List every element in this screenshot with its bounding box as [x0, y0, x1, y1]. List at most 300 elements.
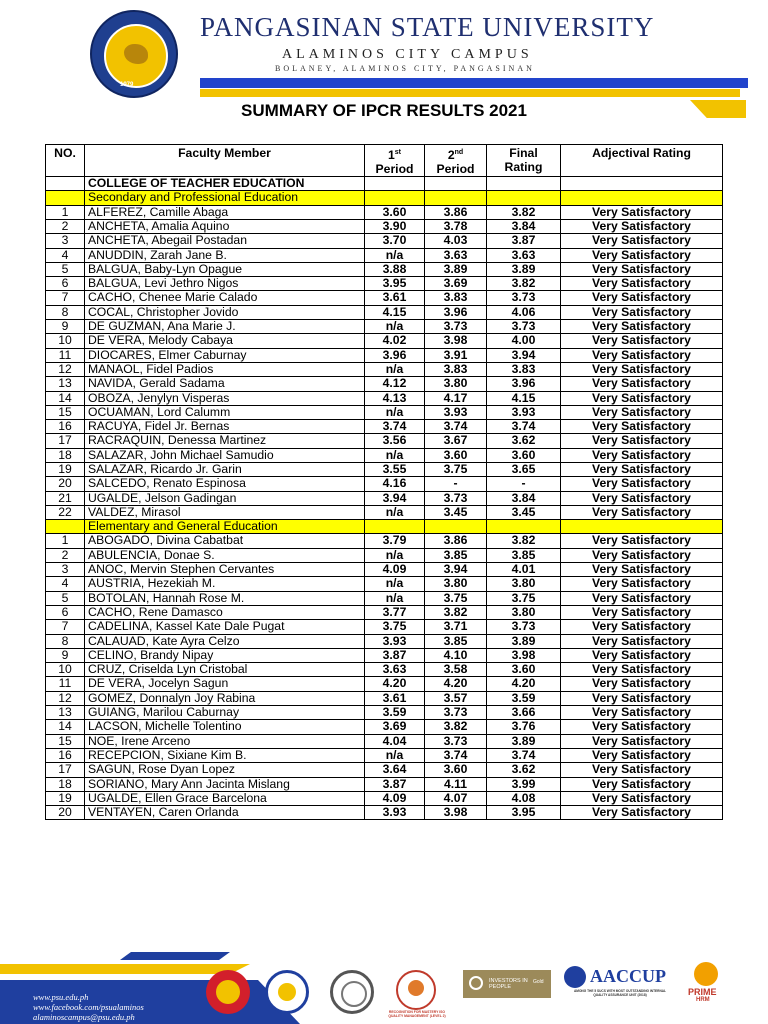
- second-period-rating: 3.57: [425, 691, 487, 705]
- section-row: [46, 520, 723, 534]
- second-period-rating: 3.98: [425, 334, 487, 348]
- table-row: [46, 706, 723, 720]
- row-no: 13: [46, 377, 85, 391]
- final-rating: 3.74: [487, 420, 561, 434]
- faculty-name: RECEPCION, Sixiane Kim B.: [85, 748, 365, 762]
- adjectival-rating: Very Satisfactory: [561, 634, 723, 648]
- faculty-name: DE VERA, Jocelyn Sagun: [85, 677, 365, 691]
- section-no: [46, 520, 85, 534]
- adjectival-rating: Very Satisfactory: [561, 448, 723, 462]
- college-name: COLLEGE OF TEACHER EDUCATION: [85, 177, 365, 191]
- second-period-rating: 3.74: [425, 420, 487, 434]
- first-period-rating: 3.70: [365, 234, 425, 248]
- table-row: [46, 634, 723, 648]
- row-no: 1: [46, 534, 85, 548]
- final-rating: 3.74: [487, 748, 561, 762]
- faculty-name: ANCHETA, Abegail Postadan: [85, 234, 365, 248]
- adjectival-rating: Very Satisfactory: [561, 219, 723, 233]
- row-no: 5: [46, 262, 85, 276]
- table-row: [46, 777, 723, 791]
- second-period-rating: 4.03: [425, 234, 487, 248]
- seal-year: 1979: [120, 82, 134, 88]
- table-row: [46, 605, 723, 619]
- seal-logo: [330, 970, 374, 1014]
- row-no: 18: [46, 448, 85, 462]
- final-rating: 3.89: [487, 634, 561, 648]
- table-row: [46, 377, 723, 391]
- adjectival-rating: Very Satisfactory: [561, 763, 723, 777]
- faculty-name: CRUZ, Criselda Lyn Cristobal: [85, 663, 365, 677]
- table-row: [46, 563, 723, 577]
- section-empty-cell: [561, 520, 723, 534]
- table-row: [46, 248, 723, 262]
- final-rating: 3.95: [487, 806, 561, 820]
- p2-sup: nd: [454, 149, 464, 156]
- row-no: 8: [46, 634, 85, 648]
- final-rating: 3.63: [487, 248, 561, 262]
- faculty-name: UGALDE, Ellen Grace Barcelona: [85, 791, 365, 805]
- adjectival-rating: Very Satisfactory: [561, 277, 723, 291]
- faculty-name: VENTAYEN, Caren Orlanda: [85, 806, 365, 820]
- faculty-name: ABULENCIA, Donae S.: [85, 548, 365, 562]
- aaccup-logo: [564, 966, 670, 1000]
- p1-num: 1: [387, 148, 395, 163]
- table-row: [46, 434, 723, 448]
- first-period-rating: 3.88: [365, 262, 425, 276]
- table-row: [46, 505, 723, 519]
- first-period-rating: 4.09: [365, 563, 425, 577]
- adjectival-rating: Very Satisfactory: [561, 377, 723, 391]
- footer: [0, 948, 768, 1024]
- section-empty-cell: [425, 520, 487, 534]
- second-period-rating: 4.10: [425, 648, 487, 662]
- adjectival-rating: Very Satisfactory: [561, 505, 723, 519]
- second-period-rating: 3.86: [425, 205, 487, 219]
- ipcr-results-table: [45, 144, 723, 820]
- first-period-rating: n/a: [365, 748, 425, 762]
- final-rating: 3.65: [487, 463, 561, 477]
- table-row: [46, 477, 723, 491]
- first-period-rating: 3.59: [365, 706, 425, 720]
- college-row: [46, 177, 723, 191]
- row-no: 15: [46, 405, 85, 419]
- second-period-rating: 3.80: [425, 377, 487, 391]
- first-period-rating: 3.69: [365, 720, 425, 734]
- row-no: 15: [46, 734, 85, 748]
- adjectival-rating: Very Satisfactory: [561, 663, 723, 677]
- second-period-rating: 3.98: [425, 806, 487, 820]
- final-rating: 4.15: [487, 391, 561, 405]
- final-rating: 3.84: [487, 491, 561, 505]
- adjectival-rating: Very Satisfactory: [561, 248, 723, 262]
- first-period-rating: 3.61: [365, 691, 425, 705]
- asean-logo: [206, 970, 250, 1014]
- row-no: 14: [46, 720, 85, 734]
- row-no: 18: [46, 777, 85, 791]
- header-blue-bar: [200, 78, 748, 88]
- first-period-rating: 3.93: [365, 806, 425, 820]
- adjectival-rating: Very Satisfactory: [561, 205, 723, 219]
- footer-email-link[interactable]: alaminoscampus@psu.edu.ph: [33, 1012, 135, 1022]
- recognition-label: RECOGNITION FOR MASTERY ISO QUALITY MANAGEMENT (LEVEL 2): [388, 1010, 446, 1018]
- final-rating: 3.76: [487, 720, 561, 734]
- adjectival-rating: Very Satisfactory: [561, 677, 723, 691]
- final-rating: 4.06: [487, 305, 561, 319]
- row-no: 1: [46, 205, 85, 219]
- ched-logo: [265, 970, 309, 1014]
- row-no: 11: [46, 348, 85, 362]
- final-rating: 3.84: [487, 219, 561, 233]
- section-name: Elementary and General Education: [85, 520, 365, 534]
- second-period-rating: 3.94: [425, 563, 487, 577]
- table-row: [46, 334, 723, 348]
- row-no: 17: [46, 434, 85, 448]
- faculty-name: COCAL, Christopher Jovido: [85, 305, 365, 319]
- second-period-rating: 3.45: [425, 505, 487, 519]
- first-period-rating: n/a: [365, 248, 425, 262]
- faculty-name: UGALDE, Jelson Gadingan: [85, 491, 365, 505]
- second-period-rating: 3.86: [425, 534, 487, 548]
- adjectival-rating: Very Satisfactory: [561, 434, 723, 448]
- adjectival-rating: Very Satisfactory: [561, 563, 723, 577]
- adjectival-rating: Very Satisfactory: [561, 591, 723, 605]
- first-period-rating: 4.16: [365, 477, 425, 491]
- first-period-rating: 3.56: [365, 434, 425, 448]
- table-row: [46, 791, 723, 805]
- footer-facebook-link[interactable]: www.facebook.com/psualaminos: [33, 1002, 144, 1012]
- table-row: [46, 219, 723, 233]
- section-name: Secondary and Professional Education: [85, 191, 365, 205]
- second-period-rating: 3.67: [425, 434, 487, 448]
- second-period-rating: 3.60: [425, 448, 487, 462]
- second-period-rating: 3.91: [425, 348, 487, 362]
- first-period-rating: 3.64: [365, 763, 425, 777]
- row-no: 13: [46, 706, 85, 720]
- second-period-rating: 3.75: [425, 591, 487, 605]
- table-row: [46, 463, 723, 477]
- final-rating: 3.87: [487, 234, 561, 248]
- final-rating: 4.08: [487, 791, 561, 805]
- faculty-name: ANUDDIN, Zarah Jane B.: [85, 248, 365, 262]
- first-period-rating: 3.93: [365, 634, 425, 648]
- adjectival-rating: Very Satisfactory: [561, 391, 723, 405]
- final-rating: 3.82: [487, 534, 561, 548]
- faculty-name: CELINO, Brandy Nipay: [85, 648, 365, 662]
- final-rating: 3.82: [487, 277, 561, 291]
- first-period-rating: 3.74: [365, 420, 425, 434]
- adjectival-rating: Very Satisfactory: [561, 605, 723, 619]
- faculty-name: DIOCARES, Elmer Caburnay: [85, 348, 365, 362]
- table-row: [46, 491, 723, 505]
- first-period-rating: 3.77: [365, 605, 425, 619]
- adjectival-rating: Very Satisfactory: [561, 320, 723, 334]
- prime-sub: HRM: [696, 997, 710, 1003]
- section-empty-cell: [487, 191, 561, 205]
- table-row: [46, 577, 723, 591]
- final-line1: Final: [509, 146, 538, 160]
- aaccup-sub: AMONG THE 5 SUCS WITH MOST OUTSTANDING INTERNAL QUALITY ASSURANCE UNIT (2018): [573, 989, 667, 997]
- second-period-rating: 3.82: [425, 720, 487, 734]
- adjectival-rating: Very Satisfactory: [561, 262, 723, 276]
- adjectival-rating: Very Satisfactory: [561, 791, 723, 805]
- faculty-name: OBOZA, Jenylyn Visperas: [85, 391, 365, 405]
- adjectival-rating: Very Satisfactory: [561, 234, 723, 248]
- first-period-rating: n/a: [365, 448, 425, 462]
- college-empty-4: [561, 177, 723, 191]
- row-no: 2: [46, 548, 85, 562]
- table-row: [46, 548, 723, 562]
- final-rating: 3.98: [487, 648, 561, 662]
- table-row: [46, 277, 723, 291]
- adjectival-rating: Very Satisfactory: [561, 748, 723, 762]
- footer-contacts: [33, 992, 144, 1022]
- second-period-rating: 3.71: [425, 620, 487, 634]
- section-no: [46, 191, 85, 205]
- table-row: [46, 405, 723, 419]
- first-period-rating: n/a: [365, 577, 425, 591]
- prime-label: PRIME: [688, 987, 717, 997]
- row-no: 16: [46, 748, 85, 762]
- second-period-rating: 3.85: [425, 634, 487, 648]
- final-rating: 4.00: [487, 334, 561, 348]
- column-header-1st-period: [365, 145, 425, 177]
- first-period-rating: n/a: [365, 548, 425, 562]
- faculty-name: RACRAQUIN, Denessa Martinez: [85, 434, 365, 448]
- table-row: [46, 348, 723, 362]
- adjectival-rating: Very Satisfactory: [561, 806, 723, 820]
- faculty-name: BALGUA, Levi Jethro Nigos: [85, 277, 365, 291]
- first-period-rating: 3.60: [365, 205, 425, 219]
- p1-sup: st: [394, 149, 401, 156]
- second-period-rating: 3.73: [425, 320, 487, 334]
- final-rating: 4.20: [487, 677, 561, 691]
- second-period-rating: 3.58: [425, 663, 487, 677]
- p2-num: 2: [447, 148, 455, 163]
- first-period-rating: n/a: [365, 505, 425, 519]
- second-period-rating: 3.80: [425, 577, 487, 591]
- row-no: 3: [46, 234, 85, 248]
- second-period-rating: 3.73: [425, 734, 487, 748]
- faculty-name: OCUAMAN, Lord Calumm: [85, 405, 365, 419]
- first-period-rating: 4.20: [365, 677, 425, 691]
- table-row: [46, 448, 723, 462]
- second-period-rating: 3.82: [425, 605, 487, 619]
- second-period-rating: 3.73: [425, 706, 487, 720]
- column-header-faculty-member: Faculty Member: [85, 145, 365, 177]
- row-no: 19: [46, 463, 85, 477]
- university-name: PANGASINAN STATE UNIVERSITY: [200, 12, 655, 42]
- faculty-name: NAVIDA, Gerald Sadama: [85, 377, 365, 391]
- faculty-name: VALDEZ, Mirasol: [85, 505, 365, 519]
- adjectival-rating: Very Satisfactory: [561, 648, 723, 662]
- row-no: 20: [46, 477, 85, 491]
- first-period-rating: 3.79: [365, 534, 425, 548]
- section-empty-cell: [365, 520, 425, 534]
- first-period-rating: n/a: [365, 405, 425, 419]
- row-no: 7: [46, 620, 85, 634]
- table-row: [46, 648, 723, 662]
- adjectival-rating: Very Satisfactory: [561, 477, 723, 491]
- column-header-2nd-period: [425, 145, 487, 177]
- adjectival-rating: Very Satisfactory: [561, 463, 723, 477]
- final-rating: 3.59: [487, 691, 561, 705]
- row-no: 10: [46, 663, 85, 677]
- second-period-rating: 4.20: [425, 677, 487, 691]
- faculty-name: CACHO, Rene Damasco: [85, 605, 365, 619]
- faculty-name: BOTOLAN, Hannah Rose M.: [85, 591, 365, 605]
- section-empty-cell: [425, 191, 487, 205]
- first-period-rating: 3.87: [365, 648, 425, 662]
- table-row: [46, 291, 723, 305]
- lion-icon: [124, 44, 148, 64]
- investors-in-people-logo: [463, 970, 551, 998]
- second-period-rating: 3.96: [425, 305, 487, 319]
- adjectival-rating: Very Satisfactory: [561, 720, 723, 734]
- table-row: [46, 734, 723, 748]
- second-period-rating: 3.83: [425, 362, 487, 376]
- p1-word: Period: [375, 162, 414, 177]
- final-rating: 3.89: [487, 734, 561, 748]
- row-no: 10: [46, 334, 85, 348]
- p2-word: Period: [436, 162, 475, 177]
- seal-center: [104, 24, 168, 88]
- university-seal: [90, 10, 178, 98]
- iip-level: Gold: [533, 979, 544, 985]
- final-rating: 3.80: [487, 577, 561, 591]
- row-no: 16: [46, 420, 85, 434]
- row-no: 20: [46, 806, 85, 820]
- adjectival-rating: Very Satisfactory: [561, 620, 723, 634]
- final-rating: 3.66: [487, 706, 561, 720]
- row-no: 19: [46, 791, 85, 805]
- table-row: [46, 806, 723, 820]
- final-rating: 3.99: [487, 777, 561, 791]
- first-period-rating: 3.87: [365, 777, 425, 791]
- faculty-name: SALCEDO, Renato Espinosa: [85, 477, 365, 491]
- final-rating: 3.73: [487, 291, 561, 305]
- footer-website-link[interactable]: www.psu.edu.ph: [33, 992, 89, 1002]
- prime-hrm-logo: [686, 962, 726, 1006]
- table-row: [46, 663, 723, 677]
- final-rating: 3.85: [487, 548, 561, 562]
- column-header-no: NO.: [46, 145, 85, 177]
- adjectival-rating: Very Satisfactory: [561, 291, 723, 305]
- row-no: 7: [46, 291, 85, 305]
- table-row: [46, 362, 723, 376]
- faculty-name: CACHO, Chenee Marie Calado: [85, 291, 365, 305]
- final-rating: 3.73: [487, 320, 561, 334]
- row-no: 14: [46, 391, 85, 405]
- college-no: [46, 177, 85, 191]
- iip-label: INVESTORS IN PEOPLE: [489, 978, 528, 990]
- first-period-rating: n/a: [365, 320, 425, 334]
- first-period-rating: 4.15: [365, 305, 425, 319]
- table-row: [46, 234, 723, 248]
- second-period-rating: 4.11: [425, 777, 487, 791]
- table-row: [46, 320, 723, 334]
- table-row: [46, 420, 723, 434]
- adjectival-rating: Very Satisfactory: [561, 777, 723, 791]
- final-line2: Rating: [504, 160, 543, 174]
- row-no: 2: [46, 219, 85, 233]
- table-row: [46, 262, 723, 276]
- second-period-rating: 3.85: [425, 548, 487, 562]
- section-row: [46, 191, 723, 205]
- faculty-name: MANAOL, Fidel Padios: [85, 362, 365, 376]
- column-header-adjectival-rating: Adjectival Rating: [561, 145, 723, 177]
- final-rating: 4.01: [487, 563, 561, 577]
- faculty-name: CALAUAD, Kate Ayra Celzo: [85, 634, 365, 648]
- adjectival-rating: Very Satisfactory: [561, 706, 723, 720]
- final-rating: 3.60: [487, 663, 561, 677]
- table-row: [46, 691, 723, 705]
- faculty-name: SALAZAR, John Michael Samudio: [85, 448, 365, 462]
- table-row: [46, 620, 723, 634]
- adjectival-rating: Very Satisfactory: [561, 491, 723, 505]
- adjectival-rating: Very Satisfactory: [561, 334, 723, 348]
- row-no: 21: [46, 491, 85, 505]
- final-rating: 3.62: [487, 763, 561, 777]
- faculty-name: GUIANG, Marilou Caburnay: [85, 706, 365, 720]
- campus-address: BOLANEY, ALAMINOS CITY, PANGASINAN: [275, 64, 535, 73]
- final-rating: 3.93: [487, 405, 561, 419]
- first-period-rating: 3.55: [365, 463, 425, 477]
- final-rating: 3.60: [487, 448, 561, 462]
- row-no: 6: [46, 605, 85, 619]
- faculty-name: BALGUA, Baby-Lyn Opague: [85, 262, 365, 276]
- table-row: [46, 391, 723, 405]
- footer-blue-stripe: [120, 952, 230, 960]
- section-empty-cell: [365, 191, 425, 205]
- faculty-name: ABOGADO, Divina Cabatbat: [85, 534, 365, 548]
- adjectival-rating: Very Satisfactory: [561, 305, 723, 319]
- first-period-rating: 3.61: [365, 291, 425, 305]
- first-period-rating: n/a: [365, 591, 425, 605]
- row-no: 4: [46, 248, 85, 262]
- table-row: [46, 748, 723, 762]
- table-row: [46, 591, 723, 605]
- second-period-rating: 3.73: [425, 491, 487, 505]
- second-period-rating: 3.74: [425, 748, 487, 762]
- adjectival-rating: Very Satisfactory: [561, 405, 723, 419]
- faculty-name: LACSON, Michelle Tolentino: [85, 720, 365, 734]
- row-no: 8: [46, 305, 85, 319]
- faculty-name: RACUYA, Fidel Jr. Bernas: [85, 420, 365, 434]
- final-rating: 3.89: [487, 262, 561, 276]
- campus-name: ALAMINOS CITY CAMPUS: [282, 47, 533, 62]
- college-empty-1: [365, 177, 425, 191]
- final-rating: 3.96: [487, 377, 561, 391]
- faculty-name: NOE, Irene Arceno: [85, 734, 365, 748]
- second-period-rating: 4.07: [425, 791, 487, 805]
- row-no: 9: [46, 320, 85, 334]
- second-period-rating: 3.63: [425, 248, 487, 262]
- final-rating: 3.62: [487, 434, 561, 448]
- faculty-name: SAGUN, Rose Dyan Lopez: [85, 763, 365, 777]
- college-empty-2: [425, 177, 487, 191]
- first-period-rating: 4.09: [365, 791, 425, 805]
- row-no: 5: [46, 591, 85, 605]
- second-period-rating: 3.93: [425, 405, 487, 419]
- first-period-rating: n/a: [365, 362, 425, 376]
- college-empty-3: [487, 177, 561, 191]
- row-no: 22: [46, 505, 85, 519]
- faculty-name: CADELINA, Kassel Kate Dale Pugat: [85, 620, 365, 634]
- first-period-rating: 4.02: [365, 334, 425, 348]
- adjectival-rating: Very Satisfactory: [561, 734, 723, 748]
- aaccup-label: AACCUP: [590, 966, 666, 986]
- second-period-rating: 4.17: [425, 391, 487, 405]
